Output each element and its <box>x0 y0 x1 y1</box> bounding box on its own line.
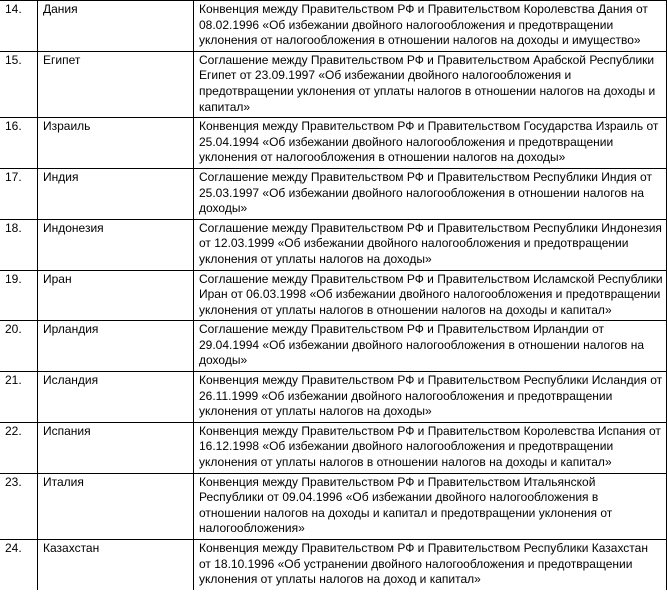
row-number: 16. <box>0 118 38 169</box>
table-row <box>0 372 667 423</box>
country-name: Иран <box>38 270 194 321</box>
table-row <box>0 51 667 117</box>
row-number: 21. <box>0 372 38 423</box>
country-name: Казахстан <box>38 540 194 590</box>
row-number: 20. <box>0 321 38 372</box>
treaty-description: Соглашение между Правительством РФ и Правительством Исламской Республики Иран от 06.03.1998 «Об избежании двойного налогообложения и предотвращении уклонения от уплаты налогов в отношении налогов на доходы и капитал» <box>194 270 667 321</box>
row-number: 17. <box>0 168 38 219</box>
table-row <box>0 422 667 473</box>
table-row <box>0 168 667 219</box>
table-row <box>0 118 667 169</box>
treaty-description: Конвенция между Правительством РФ и Правительством Королевства Дания от 08.02.1996 «Об избежании двойного налогообложения и предотвращении уклонения от налогообложения в отношении налогов на доходы и имущество» <box>194 1 667 52</box>
treaty-description: Соглашение между Правительством РФ и Правительством Арабской Республики Египет от 23.09.1997 «Об избежании двойного налогообложения и предотвращении уклонения от уплаты налогов в отношении налогов на доходы и капитал» <box>194 51 667 117</box>
row-number: 15. <box>0 51 38 117</box>
treaty-description: Конвенция между Правительством РФ и Правительством Королевства Испания от 16.12.1998 «Об избежании двойного налогообложения и предотвращении уклонения от уплаты налогов в отношении налогов на доходы и капитал» <box>194 422 667 473</box>
table-row <box>0 473 667 539</box>
table-row <box>0 219 667 270</box>
table-row <box>0 540 667 590</box>
treaty-description: Соглашение между Правительством РФ и Правительством Республики Индонезия от 12.03.1999 «Об избежании двойного налогообложения и предотвращении уклонения от уплаты налогов на доходы» <box>194 219 667 270</box>
treaty-description: Конвенция между Правительством РФ и Правительством Республики Исландия от 26.11.1999 «Об избежании двойного налогообложения и предотвращении уклонения от уплаты налогов на доходы» <box>194 372 667 423</box>
treaty-description: Конвенция между Правительством РФ и Правительством Итальянской Республики от 09.04.1996 «Об избежании двойного налогообложения в отношении налогов на доходы и капитал и предотвращении уклонения от налогообложения» <box>194 473 667 539</box>
country-name: Индонезия <box>38 219 194 270</box>
row-number: 24. <box>0 540 38 590</box>
country-name: Исландия <box>38 372 194 423</box>
table-body <box>0 1 667 590</box>
country-name: Израиль <box>38 118 194 169</box>
country-name: Дания <box>38 1 194 52</box>
treaty-description: Соглашение между Правительством РФ и Правительством Ирландии от 29.04.1994 «Об избежании двойного налогообложения в отношении налогов на доходы» <box>194 321 667 372</box>
row-number: 18. <box>0 219 38 270</box>
country-name: Ирландия <box>38 321 194 372</box>
row-number: 22. <box>0 422 38 473</box>
country-name: Индия <box>38 168 194 219</box>
treaty-description: Конвенция между Правительством РФ и Правительством Республики Казахстан от 18.10.1996 «Об устранении двойного налогообложения и предотвращении уклонения от уплаты налогов на доход и капитал» <box>194 540 667 590</box>
treaty-description: Конвенция между Правительством РФ и Правительством Государства Израиль от 25.04.1994 «Об избежании двойного налогообложения и предотвращении уклонения от налогообложения в отношении налогов на доходы» <box>194 118 667 169</box>
table-row <box>0 321 667 372</box>
country-name: Испания <box>38 422 194 473</box>
table-row <box>0 1 667 52</box>
country-name: Италия <box>38 473 194 539</box>
row-number: 23. <box>0 473 38 539</box>
table-row <box>0 270 667 321</box>
row-number: 14. <box>0 1 38 52</box>
row-number: 19. <box>0 270 38 321</box>
treaty-description: Соглашение между Правительством РФ и Правительством Республики Индия от 25.03.1997 «Об избежании двойного налогообложения в отношении налогов на доходы» <box>194 168 667 219</box>
country-name: Египет <box>38 51 194 117</box>
